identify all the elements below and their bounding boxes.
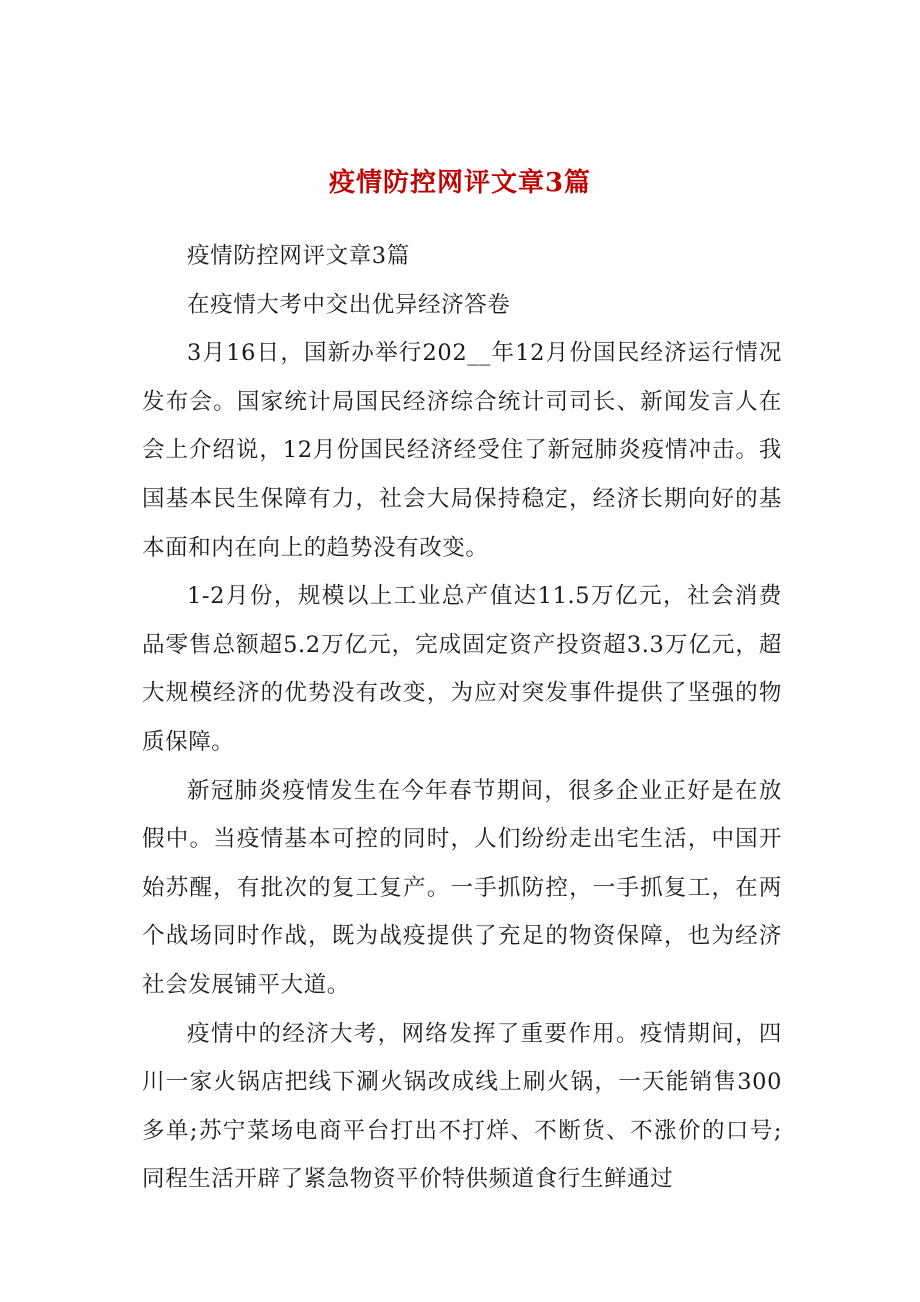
paragraph-subtitle: 疫情防控网评文章3篇 xyxy=(187,243,410,269)
paragraph: 3月16日，国新办举行202__年12月份国民经济运行情况发布会。国家统计局国民经济综合统计司司长、新闻发言人在会上介绍说，12月份国民经济经受住了新冠肺炎疫情冲击。我国基本民生保障有力，社会大局保持稳定，经济长期向好的基本面和内在向上的趋势没有改变。 xyxy=(142,340,782,561)
paragraph: 疫情中的经济大考，网络发挥了重要作用。疫情期间，四川一家火锅店把线下涮火锅改成线上刷火锅，一天能销售300多单;苏宁菜场电商平台打出不打烊、不断货、不涨价的口号;同程生活开辟了紧急物资平价特供频道食行生鲜通过 xyxy=(142,1020,782,1193)
document-body xyxy=(142,232,782,1204)
document-title: 疫情防控网评文章3篇 xyxy=(328,168,592,198)
paragraph: 1-2月份，规模以上工业总产值达11.5万亿元，社会消费品零售总额超5.2万亿元，完成固定资产投资超3.3万亿元，超大规模经济的优势没有改变，为应对突发事件提供了坚强的物质保障。 xyxy=(142,583,782,755)
paragraph: 新冠肺炎疫情发生在今年春节期间，很多企业正好是在放假中。当疫情基本可控的同时，人们纷纷走出宅生活，中国开始苏醒，有批次的复工复产。一手抓防控，一手抓复工，在两个战场同时作战，既为战疫提供了充足的物资保障，也为经济社会发展铺平大道。 xyxy=(142,777,782,998)
paragraph-heading: 在疫情大考中交出优异经济答卷 xyxy=(187,291,511,318)
